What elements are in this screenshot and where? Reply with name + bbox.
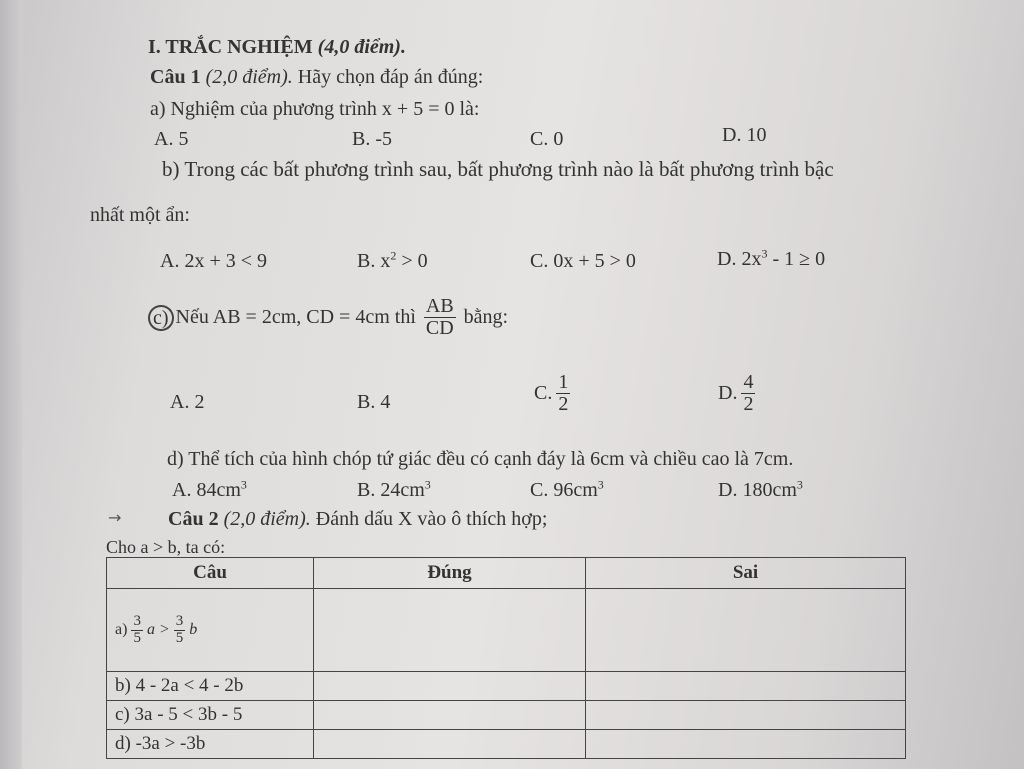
table-cell-false-a[interactable] (586, 589, 906, 672)
q1c-option-c-frac (556, 372, 570, 415)
table-row (107, 672, 906, 701)
q1d-option-b-text: B. 24cm (357, 479, 425, 501)
q1a-option-d: D. 10 (722, 124, 767, 146)
section-title-text: I. TRẮC NGHIỆM (148, 36, 313, 58)
section-points: (4,0 điểm). (317, 36, 406, 58)
row-a-frac-1-den: 5 (133, 629, 141, 646)
q1c-option-d-frac (741, 372, 755, 415)
table-cell-true-b[interactable] (314, 672, 586, 701)
q1b-option-c: C. 0x + 5 > 0 (530, 250, 636, 272)
table-header-true: Đúng (314, 558, 586, 589)
q1c-option-c-den: 2 (558, 393, 569, 415)
q1c-option-d (718, 372, 759, 415)
table-header-false: Sai (586, 558, 906, 589)
section-title (148, 36, 406, 59)
q1b-option-d-rest: - 1 ≥ 0 (767, 248, 826, 270)
table-cell-question-b: b) 4 - 2a < 4 - 2b (107, 672, 314, 701)
table-cell-false-d[interactable] (586, 730, 906, 759)
table-cell-false-c[interactable] (586, 701, 906, 730)
q1b-option-b-base: B. x (357, 250, 391, 272)
q1c-fraction-num: AB (425, 295, 454, 317)
row-a-frac-1 (131, 614, 143, 647)
row-a-frac-1-num: 3 (133, 612, 141, 629)
q1d-option-b (357, 479, 431, 502)
q2-given: Cho a > b, ta có: (106, 537, 226, 557)
q1c-option-c (534, 372, 574, 415)
q2-points: (2,0 điểm). (223, 508, 311, 530)
q1b-option-a: A. 2x + 3 < 9 (160, 250, 268, 272)
q1b-option-b (357, 250, 428, 273)
q1-label: Câu 1 (150, 66, 201, 88)
q1c-option-c-label: C. (534, 382, 553, 404)
q1d-option-d-text: D. 180cm (718, 479, 797, 501)
row-a-frac-2 (174, 614, 186, 647)
table-cell-question-c: c) 3a - 5 < 3b - 5 (107, 701, 314, 730)
q1c-fraction-den: CD (425, 317, 454, 339)
q1d-option-b-exp: 3 (424, 477, 431, 492)
q1d-option-a-text: A. 84cm (172, 479, 241, 501)
row-a-end: b (189, 621, 198, 638)
q1a-option-a: A. 5 (154, 128, 189, 150)
table-cell-false-b[interactable] (586, 672, 906, 701)
q1b-option-b-exp: 2 (390, 248, 397, 263)
q1a-option-c: C. 0 (530, 128, 564, 150)
q1c-option-d-num: 4 (743, 371, 754, 393)
table-header-question: Câu (107, 558, 314, 589)
table-row (107, 730, 906, 759)
q1c-fraction (424, 296, 456, 339)
table-cell-question-d: d) -3a > -3b (107, 730, 314, 759)
q1-instruction: Hãy chọn đáp án đúng: (297, 66, 484, 88)
q1b-option-d-exp: 3 (761, 246, 768, 261)
q1c-stem-text: Nếu AB = 2cm, CD = 4cm thì (175, 306, 416, 328)
q1d-option-d (718, 479, 803, 502)
q1d-option-a (172, 479, 247, 502)
q1b-option-d (717, 248, 825, 271)
paper-edge (0, 0, 22, 769)
q1d-option-a-exp: 3 (240, 477, 247, 492)
q1d-stem: d) Thể tích của hình chóp tứ giác đều có cạnh đáy là 6cm và chiều cao là 7cm. (167, 448, 794, 470)
q1d-option-c-text: C. 96cm (530, 479, 598, 501)
table-row (107, 589, 906, 672)
q1c-stem-end: bằng: (463, 306, 509, 328)
q2-heading (168, 508, 547, 531)
q1d-option-c (530, 479, 604, 502)
q1d-option-c-exp: 3 (597, 477, 604, 492)
q1a-stem: a) Nghiệm của phương trình x + 5 = 0 là: (150, 98, 480, 120)
q2-label: Câu 2 (168, 508, 219, 530)
q1c-option-c-num: 1 (558, 371, 569, 393)
row-a-frac-2-num: 3 (175, 612, 184, 629)
q2-instruction: Đánh dấu X vào ô thích hợp; (315, 508, 548, 530)
table-row (107, 701, 906, 730)
pen-arrow-icon: → (108, 508, 122, 527)
q1b-option-d-base: D. 2x (717, 248, 762, 270)
q1d-option-d-exp: 3 (796, 477, 803, 492)
q1c-option-b: B. 4 (357, 391, 391, 413)
answer-table (106, 557, 906, 759)
q1c-option-d-label: D. (718, 382, 738, 404)
row-a-frac-2-den: 5 (175, 629, 184, 646)
table-cell-true-c[interactable] (314, 701, 586, 730)
table-cell-true-a[interactable] (314, 589, 586, 672)
table-cell-question-a (107, 589, 314, 672)
q1a-option-b: B. -5 (352, 128, 392, 150)
table-cell-true-d[interactable] (314, 730, 586, 759)
q1b-stem-line2: nhất một ẩn: (90, 204, 190, 226)
q1-heading (150, 66, 483, 89)
q1b-stem-line1: b) Trong các bất phương trình sau, bất phương trình nào là bất phương trình bậc (162, 157, 834, 181)
q1c-stem (148, 296, 508, 339)
q1c-marker: c) (148, 305, 174, 331)
q1b-option-b-rest: > 0 (396, 250, 428, 272)
table-header-row (107, 558, 906, 589)
q1c-option-d-den: 2 (743, 393, 754, 415)
q1-points: (2,0 điểm). (205, 66, 293, 88)
q1c-option-a: A. 2 (170, 391, 205, 413)
row-a-mid: a > (146, 621, 170, 638)
row-a-label: a) (115, 621, 128, 638)
